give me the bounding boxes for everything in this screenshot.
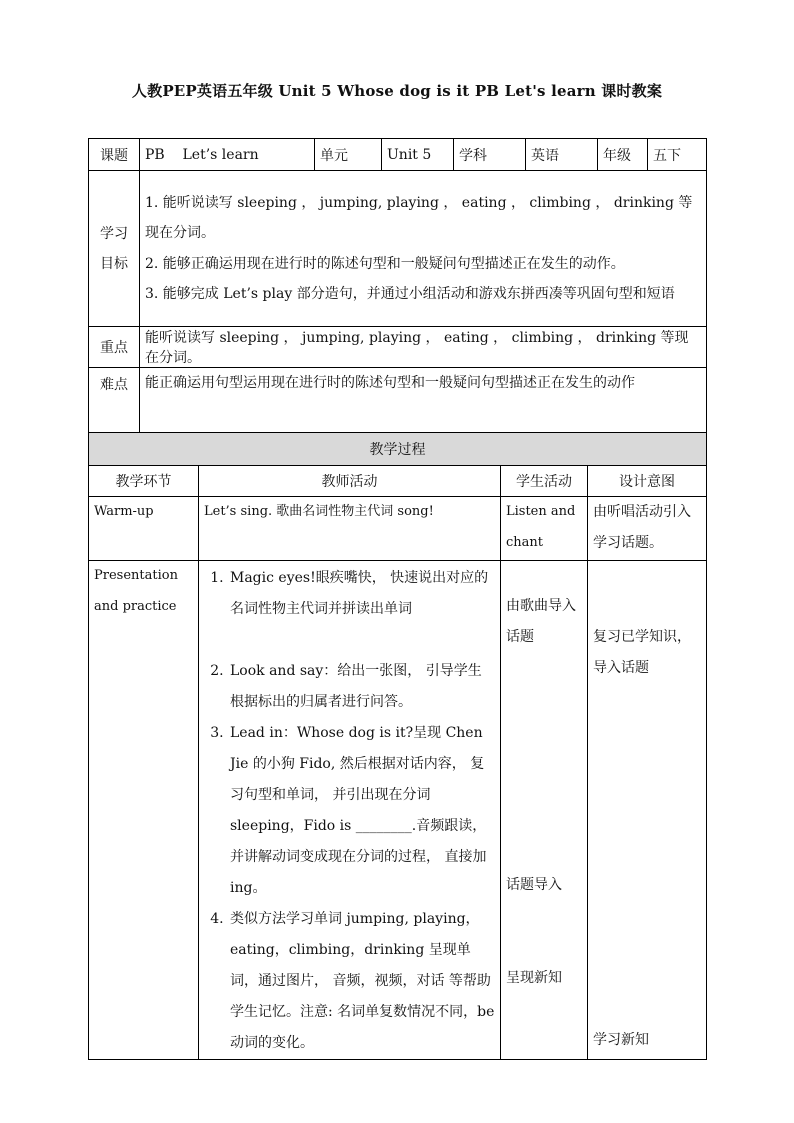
objective-item: 3. 能够完成 Let’s play 部分造句，并通过小组活动和游戏东拼西凑等巩固句型和短语: [145, 286, 675, 302]
warmup-row: [89, 497, 707, 561]
objectives-label: 学习目标: [89, 171, 140, 327]
unit-label: 单元: [315, 139, 382, 171]
process-header-row: [89, 466, 707, 497]
lesson-label: 课题: [89, 139, 140, 171]
warmup-teacher: Let’s sing. 歌曲名词性物主代词 song!: [199, 497, 501, 561]
objective-item: 2. 能够正确运用现在进行时的陈述句型和一般疑问句型描述正在发生的动作。: [145, 255, 625, 272]
student-activity-1: 由歌曲导入话题: [506, 598, 576, 645]
warmup-stage: Warm-up: [89, 497, 199, 561]
header-student: 学生活动: [501, 466, 588, 497]
teacher-activity-item: 2. Look and say：给出一张图， 引导学生根据标出的归属者进行问答。: [228, 656, 495, 718]
subject-value: 英语: [526, 139, 598, 171]
student-activity-2: 话题导入: [506, 877, 562, 893]
teacher-activity-item: 3. Lead in：Whose dog is it?呈现 Chen Jie 的小狗 Fido, 然后根据对话内容， 复习句型和单词， 并引出现在分词 sleeping，Fido is ________.音频跟读，并讲解动词变成现在分词的过程， 直接加 ing。: [228, 718, 495, 904]
page-title: 人教PEP英语五年级 Unit 5 Whose dog is it PB Let's learn 课时教案: [131, 82, 663, 100]
lesson-value: PB Let’s learn: [140, 139, 315, 171]
key-points-text: 能听说读写 sleeping ， jumping, playing ， eating ， climbing ， drinking 等现在分词。: [140, 327, 707, 368]
subject-label: 学科: [454, 139, 526, 171]
presentation-intent: [588, 561, 707, 1060]
process-band-row: [89, 433, 707, 466]
unit-value: Unit 5: [382, 139, 454, 171]
key-points-row: [89, 327, 707, 368]
intent-2: 学习新知: [593, 1032, 649, 1048]
presentation-teacher: [199, 561, 501, 1060]
header-teacher: 教师活动: [199, 466, 501, 497]
objective-item: 1. 能听说读写 sleeping ， jumping, playing ， eating ， climbing ， drinking 等现在分词。: [145, 194, 693, 241]
difficulties-row: [89, 368, 707, 434]
presentation-student: [501, 561, 588, 1060]
objectives-content: [140, 171, 707, 327]
grade-value: 五下: [648, 139, 707, 171]
objectives-row: [89, 171, 707, 327]
presentation-stage: Presentation and practice: [89, 561, 199, 1060]
teaching-process-table: [88, 432, 707, 1060]
difficulties-text: 能正确运用句型运用现在进行时的陈述句型和一般疑问句型描述正在发生的动作: [140, 368, 707, 434]
process-band: 教学过程: [89, 433, 707, 466]
presentation-row: [89, 561, 707, 1060]
warmup-student: Listen and chant: [501, 497, 588, 561]
teacher-activity-item: 4. 类似方法学习单词 jumping, playing，eating，climbing，drinking 呈现单词，通过图片， 音频，视频，对话 等帮助学生记忆。注意: 名词单复数情况不同，be 动词的变化。: [228, 904, 495, 1059]
intent-1: 复习已学知识，导入话题: [593, 629, 691, 676]
header-stage: 教学环节: [89, 466, 199, 497]
info-row: [89, 139, 707, 171]
grade-label: 年级: [598, 139, 648, 171]
key-points-label: 重点: [89, 327, 140, 368]
teacher-activity-item: 1. Magic eyes!眼疾嘴快， 快速说出对应的名词性物主代词并拼读出单词: [228, 563, 495, 625]
difficulties-label: 难点: [89, 368, 140, 434]
lesson-info-table: [88, 138, 707, 434]
student-activity-3: 呈现新知: [506, 970, 562, 986]
header-intent: 设计意图: [588, 466, 707, 497]
warmup-intent: 由听唱活动引入学习话题。: [588, 497, 707, 561]
teacher-activity-list: [204, 563, 495, 1059]
